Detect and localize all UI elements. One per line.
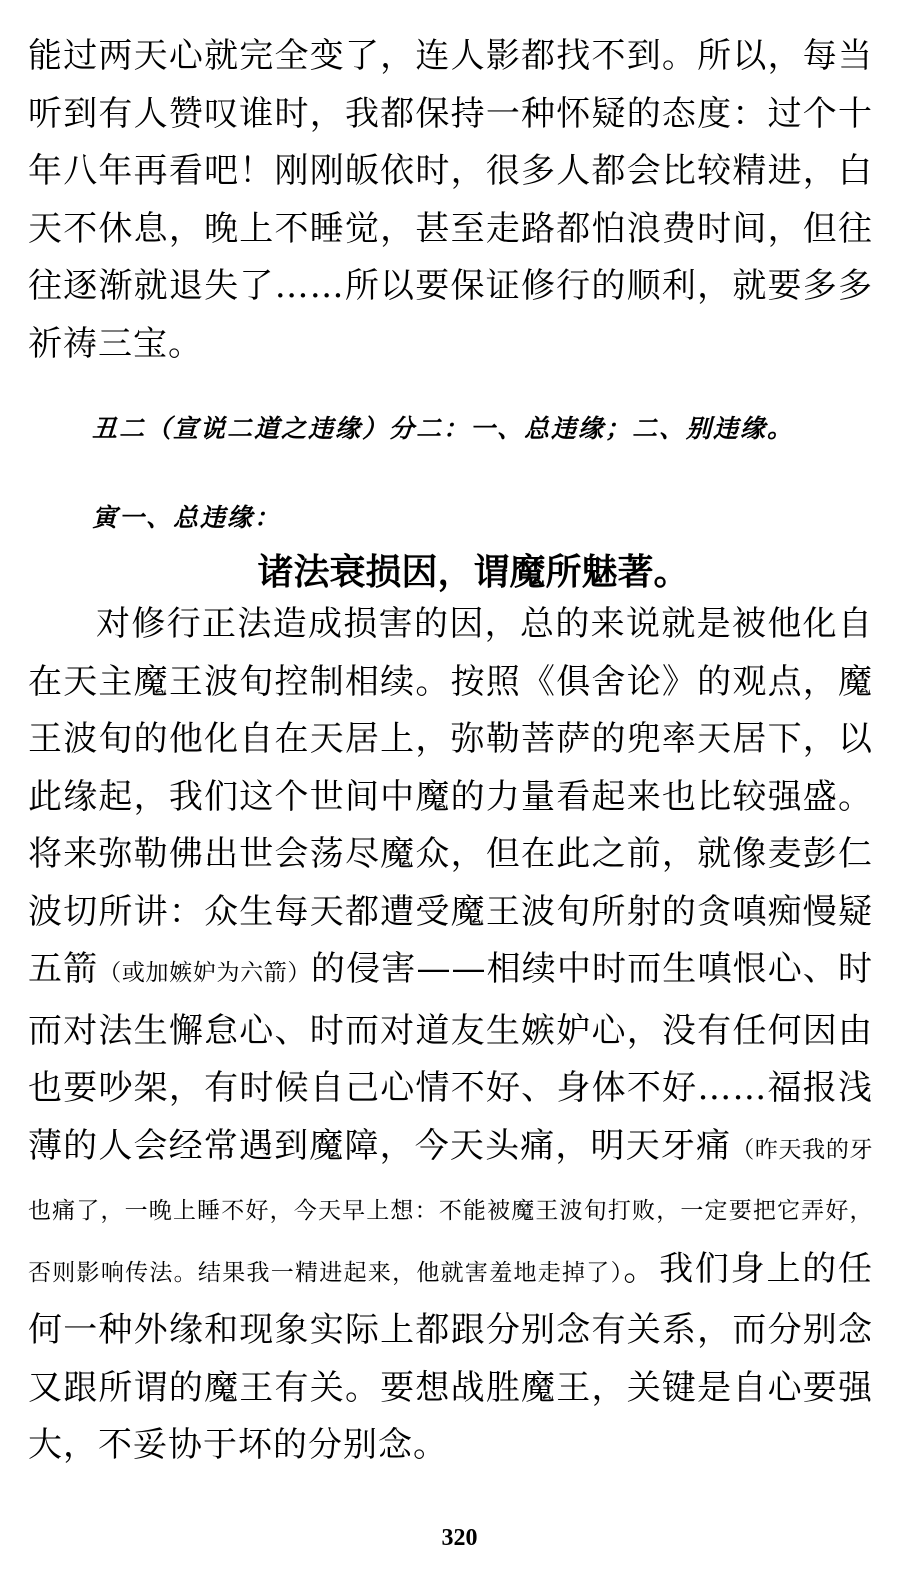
commentary-text-c: 。我们身上的任何一种外缘和现象实际上都跟分别念有关系，而分别念又跟所谓的魔王有关。要想战胜魔王，关键是自心要强大，不妥协于坏的分别念。 [28,1248,874,1465]
paragraph-continuation: 能过两天心就完全变了，连人影都找不到。所以，每当听到有人赞叹谁时，我都保持一种怀疑的态度：过个十年八年再看吧！刚刚皈依时，很多人都会比较精进，白天不休息，晚上不睡觉，甚至走路都怕浪费时间，但往往逐渐就退失了……所以要保证修行的顺利，就要多多祈祷三宝。 [28,36,873,364]
page-number: 320 [441,1525,478,1551]
outline-heading: 丑二（宣说二道之违缘）分二：一、总违缘；二、别违缘。 [92,414,795,443]
sub-heading: 寅一、总违缘： [92,503,282,532]
inline-note-arrows: （或加嫉妒为六箭） [98,960,312,986]
commentary-text-b: 的侵害——相续中时而生嗔恨心、时而对法生懈怠心、时而对道友生嫉妒心，没有任何因由也要吵架，有时候自己心情不好、身体不好……福报浅薄的人会经常遇到魔障，今天头痛，明天牙痛 [28,949,874,1166]
inline-note-toothache: （昨天我的牙也痛了，一晚上睡不好，今天早上想：不能被魔王波旬打败，一定要把它弄好，否则影响传法。结果我一精进起来，他就害羞地走掉了） [28,1136,874,1286]
commentary-paragraph [28,596,873,1475]
root-verse: 诸法衰损因，谓魔所魅著。 [257,552,690,593]
commentary-text-a: 对修行正法造成损害的因，总的来说就是被他化自在天主魔王波旬控制相续。按照《俱舍论》的观点，魔王波旬的他化自在天居上，弥勒菩萨的兜率天居下，以此缘起，我们这个世间中魔的力量看起来也比较强盛。将来弥勒佛出世会荡尽魔众，但在此之前，就像麦彭仁波切所讲：众生每天都遭受魔王波旬所射的贪嗔痴慢疑五箭 [28,604,873,989]
